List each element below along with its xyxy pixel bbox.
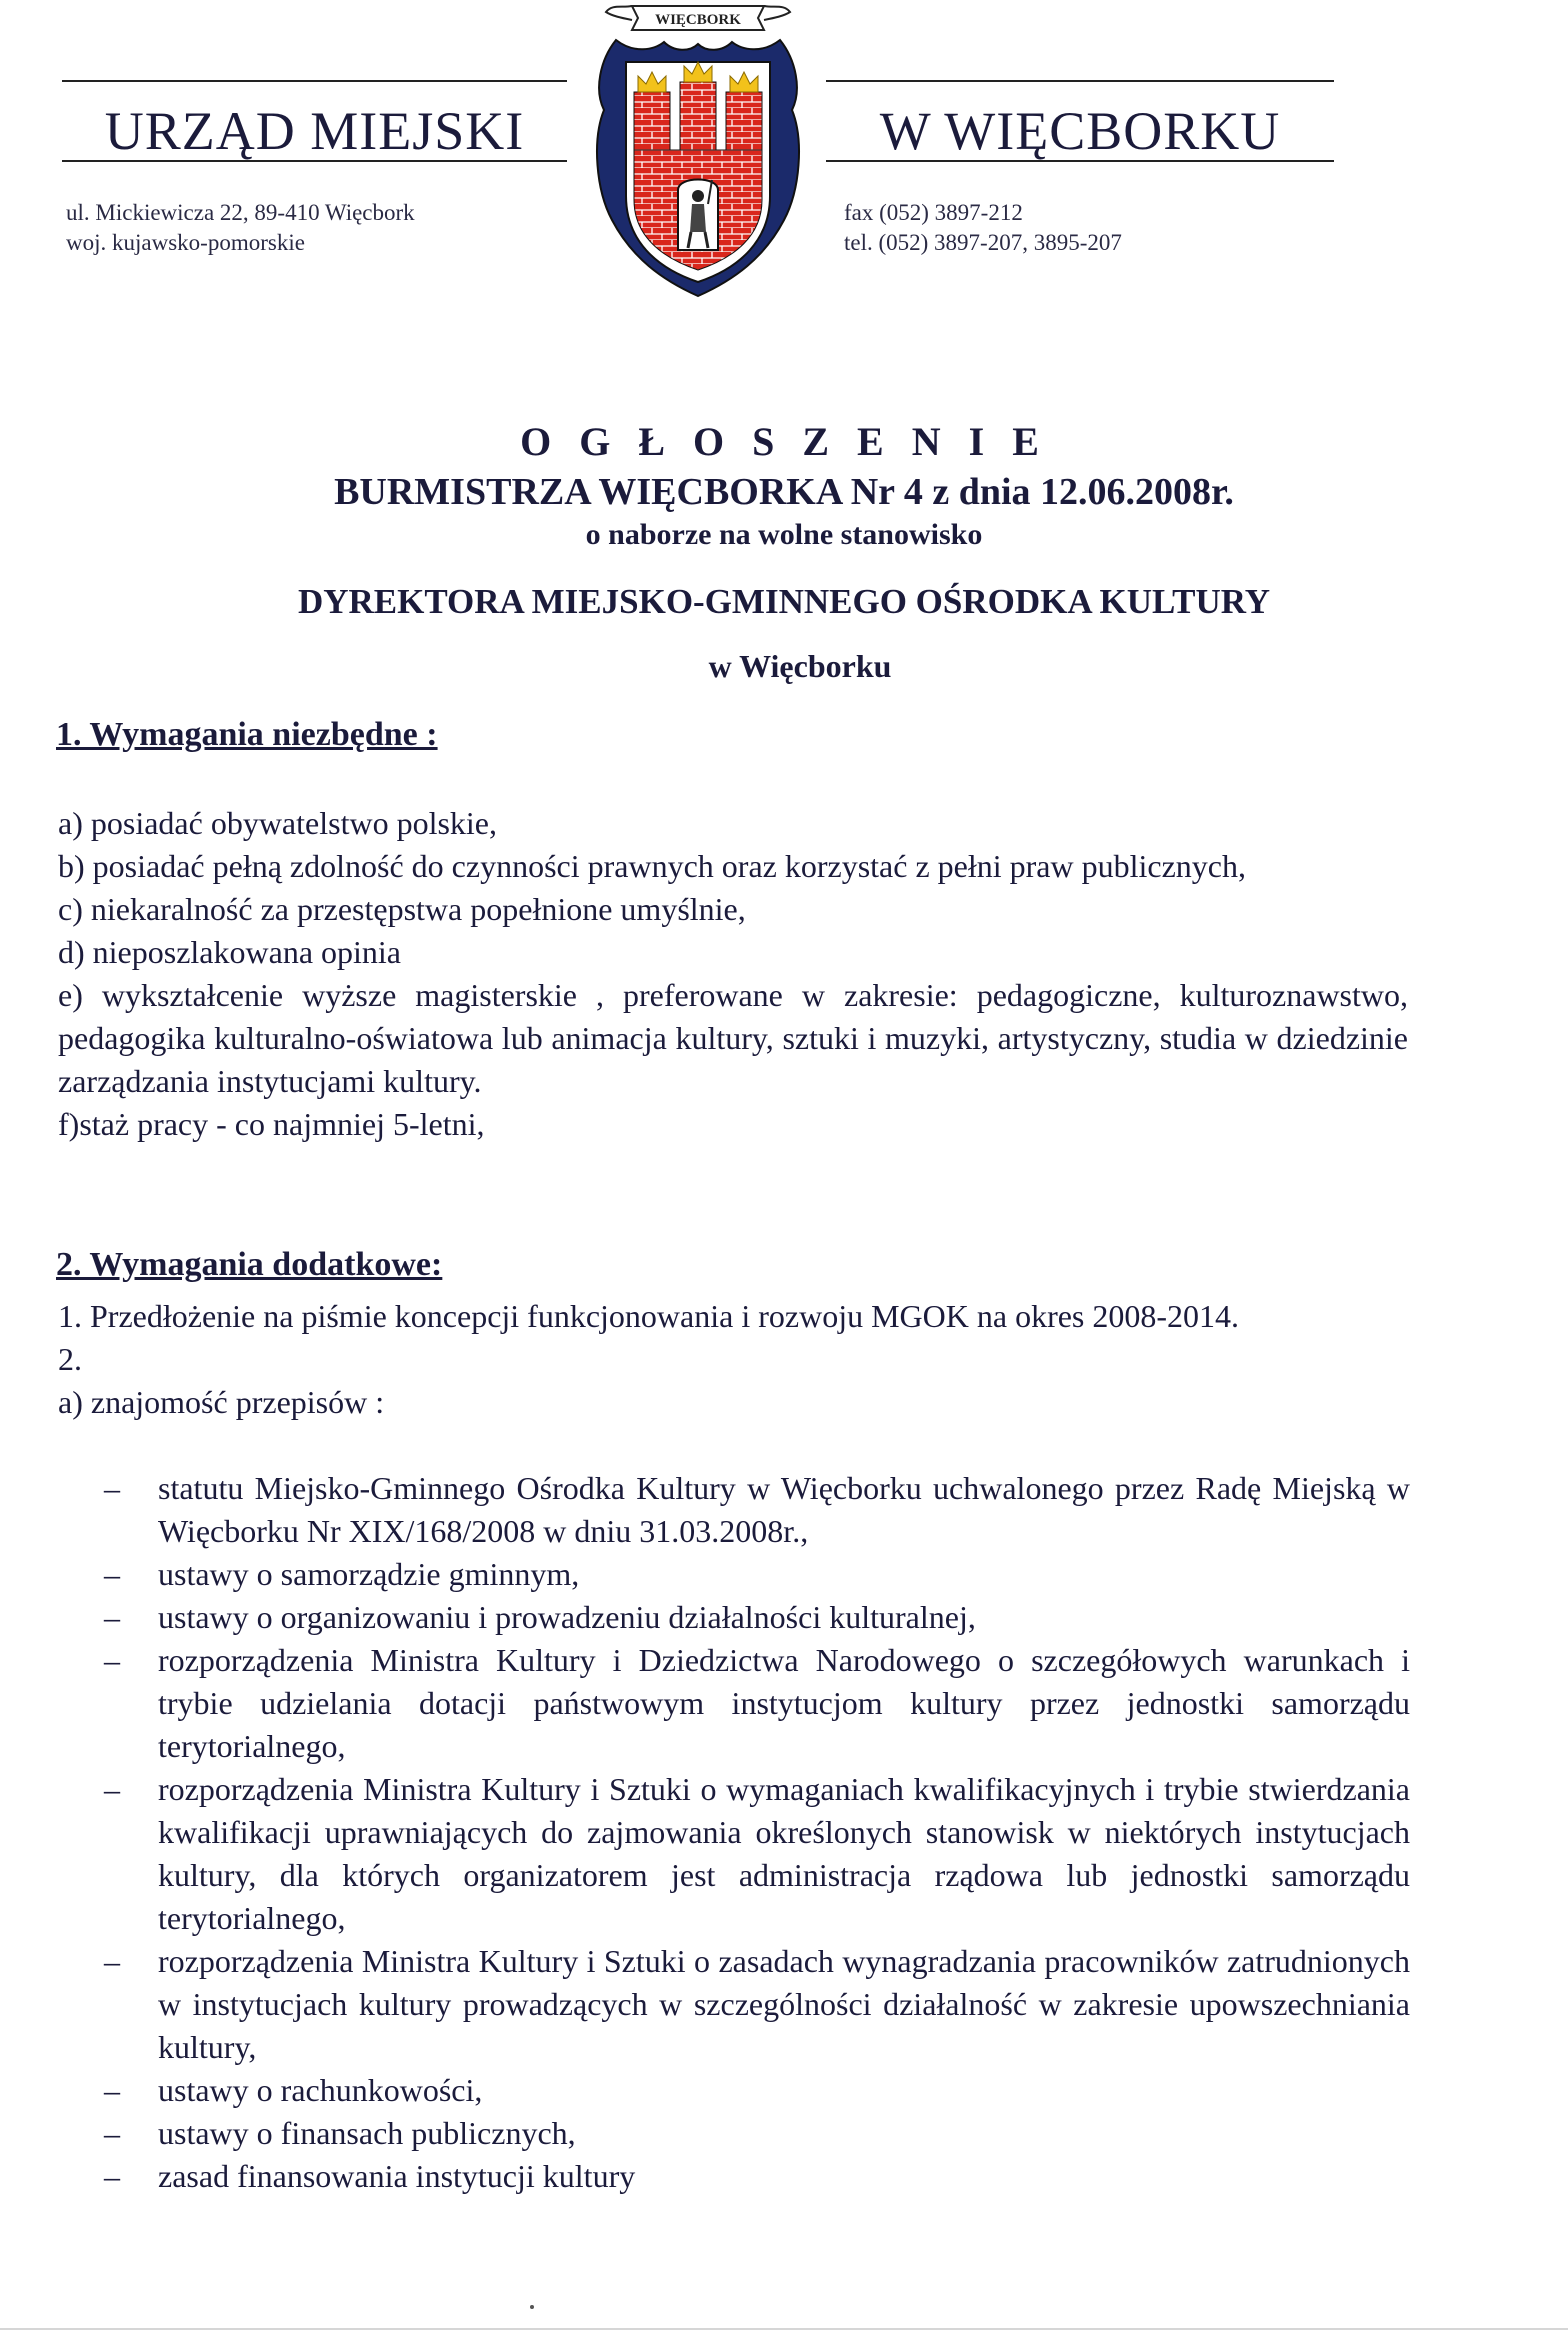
dash-bullet: – (104, 2072, 120, 2108)
regulation-item (104, 2155, 1410, 2198)
section-heading-required: 1. Wymagania niezbędne : (56, 716, 438, 753)
section-heading-additional: 2. Wymagania dodatkowe: (56, 1246, 443, 1283)
list-item: c) niekaralność za przestępstwa popełnione umyślnie, (58, 891, 746, 927)
list-item: a) posiadać obywatelstwo polskie, (58, 805, 497, 841)
dash-bullet: – (104, 1943, 120, 1979)
regulation-text: rozporządzenia Ministra Kultury i Sztuki o zasadach wynagradzania pracowników zatrudnionych w instytucjach kultury prowadzących w szczególności działalność w zakresie upowszechniania kultury, (158, 1943, 1410, 2065)
office-contact (844, 198, 1122, 258)
regulation-text: ustawy o samorządzie gminnym, (158, 1556, 580, 1592)
announcement-issuer: BURMISTRZA WIĘCBORKA Nr 4 z dnia 12.06.2008r. (334, 471, 1234, 513)
list-item: 1. Przedłożenie na piśmie koncepcji funkcjonowania i rozwoju MGOK na okres 2008-2014. (58, 1298, 1240, 1334)
office-address (66, 198, 415, 258)
position-location: w Więcborku (708, 648, 892, 684)
coat-of-arms-icon (582, 0, 814, 306)
office-name: URZĄD MIEJSKI (104, 101, 525, 161)
regulation-text: ustawy o rachunkowości, (158, 2072, 483, 2108)
regulation-item (104, 1467, 1410, 1553)
regulation-item (104, 2069, 1410, 2112)
address-street: ul. Mickiewicza 22, 89-410 Więcbork (66, 200, 415, 225)
regulation-text: rozporządzenia Ministra Kultury i Sztuki o wymaganiach kwalifikacyjnych i trybie stwierdzania kwalifikacji uprawniających do zajmowania określonych stanowisk w niektórych instytucjach kultury, dla których organizatorem jest administracja rządowa lub jednostki samorządu terytorialnego, (158, 1771, 1410, 1936)
announcement-title: O G Ł O S Z E N I E (520, 419, 1048, 464)
scan-edge-line (0, 2328, 1568, 2330)
list-item: b) posiadać pełną zdolność do czynności prawnych oraz korzystać z pełni praw publicznych, (58, 848, 1246, 884)
phone-numbers: tel. (052) 3897-207, 3895-207 (844, 230, 1122, 255)
regulation-item (104, 2112, 1410, 2155)
regulation-text: zasad finansowania instytucji kultury (158, 2158, 636, 2194)
list-item-number: 2. (58, 1341, 82, 1377)
regulation-item (104, 1768, 1410, 1940)
position-title: DYREKTORA MIEJSKO-GMINNEGO OŚRODKA KULTURY (297, 582, 1271, 621)
regulation-item (104, 1940, 1410, 2069)
dash-bullet: – (104, 2115, 120, 2151)
regulation-item (104, 1553, 1410, 1596)
dash-bullet: – (104, 1599, 120, 1635)
additional-list (58, 1295, 1408, 1424)
header-rule-top-left (62, 80, 567, 82)
regulation-item (104, 1639, 1410, 1768)
fax-number: fax (052) 3897-212 (844, 200, 1023, 225)
list-item: f)staż pracy - co najmniej 5-letni, (58, 1106, 485, 1142)
dash-bullet: – (104, 1556, 120, 1592)
address-voivodeship: woj. kujawsko-pomorskie (66, 230, 305, 255)
regulation-text: rozporządzenia Ministra Kultury i Dziedzictwa Narodowego o szczegółowych warunkach i trybie udzielania dotacji państwowym instytucjom kultury przez jednostki samorządu terytorialnego, (158, 1642, 1410, 1764)
office-town: W WIĘCBORKU (879, 101, 1281, 161)
regulation-item (104, 1596, 1410, 1639)
required-list (58, 802, 1408, 1146)
regulations-list (104, 1467, 1410, 2198)
dash-bullet: – (104, 1470, 120, 1506)
list-item: d) nieposzlakowana opinia (58, 934, 401, 970)
regulation-text: ustawy o organizowaniu i prowadzeniu działalności kulturalnej, (158, 1599, 976, 1635)
crest-banner-text: WIĘCBORK (655, 12, 741, 28)
dash-bullet: – (104, 1771, 120, 1807)
list-item: e) wykształcenie wyższe magisterskie , preferowane w zakresie: pedagogiczne, kulturoznawstwo, pedagogika kulturalno-oświatowa lub animacja kultury, sztuki i muzyki, artystyczny, studia w dziedzinie zarządzania instytucjami kultury. (58, 977, 1408, 1099)
dash-bullet: – (104, 1642, 120, 1678)
announcement-subject: o naborze na wolne stanowisko (585, 518, 983, 551)
list-item: a) znajomość przepisów : (58, 1384, 385, 1420)
scan-speck (530, 2305, 534, 2309)
regulation-text: statutu Miejsko-Gminnego Ośrodka Kultury w Więcborku uchwalonego przez Radę Miejską w Więcborku Nr XIX/168/2008 w dniu 31.03.2008r., (158, 1470, 1410, 1549)
header-rule-top-right (826, 80, 1334, 82)
regulation-text: ustawy o finansach publicznych, (158, 2115, 576, 2151)
dash-bullet: – (104, 2158, 120, 2194)
